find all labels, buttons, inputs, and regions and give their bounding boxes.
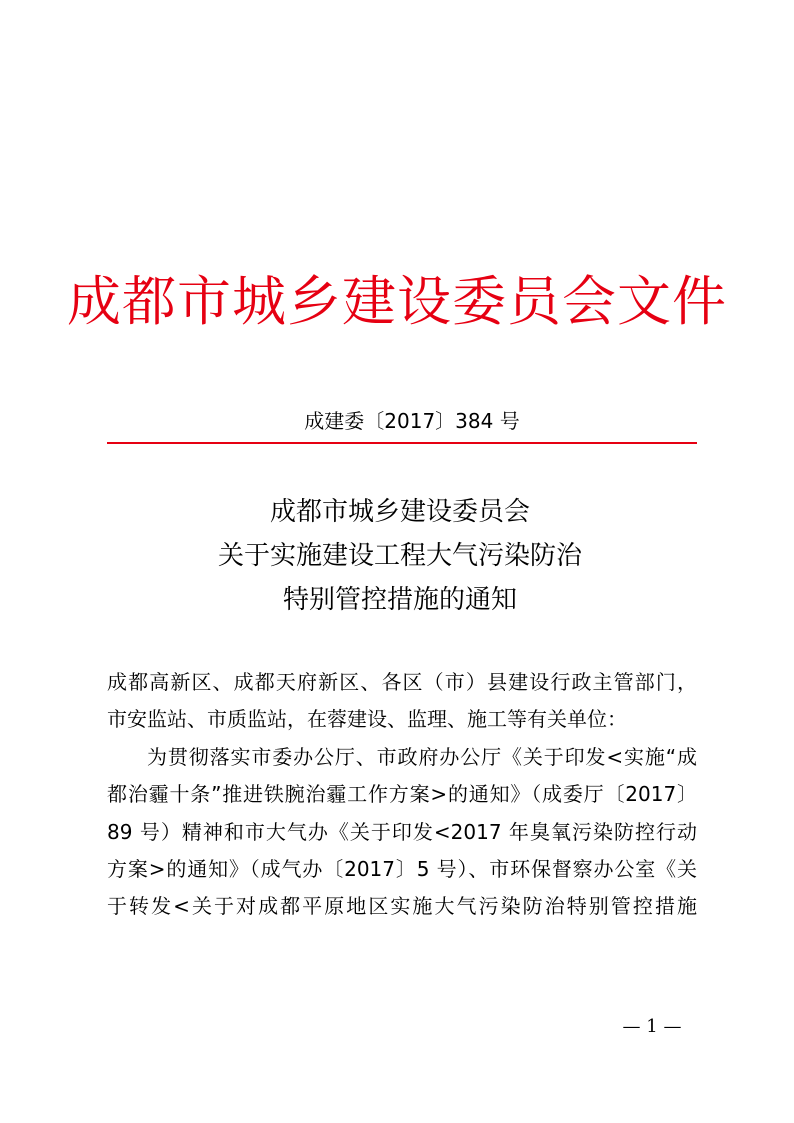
paragraph-line-2: 都治霾十条”推进铁腕治霾工作方案>的通知》（成委厅〔2017〕 bbox=[107, 782, 697, 807]
body-text bbox=[107, 664, 697, 926]
page-number: — 1 — bbox=[622, 1016, 682, 1037]
title-line-3: 特别管控措施的通知 bbox=[282, 585, 517, 615]
addressee-line-2: 市安监站、市质监站，在蓉建设、监理、施工等有关单位： bbox=[107, 707, 627, 732]
addressee-line-1: 成都高新区、成都天府新区、各区（市）县建设行政主管部门， bbox=[107, 670, 697, 694]
masthead-title: 成都市城乡建设委员会文件 bbox=[67, 270, 727, 333]
paragraph-line-3: 89 号）精神和市大气办《关于印发<2017 年臭氧污染防控行动 bbox=[107, 819, 697, 844]
title-line-2: 关于实施建设工程大气污染防治 bbox=[217, 541, 582, 571]
paragraph-line-4: 方案>的通知》（成气办〔2017〕5 号）、市环保督察办公室《关 bbox=[107, 857, 697, 882]
red-divider-line bbox=[107, 442, 697, 444]
paragraph-line-5: 于转发<关于对成都平原地区实施大气污染防治特别管控措施 bbox=[107, 894, 697, 919]
document-number: 成建委〔2017〕384 号 bbox=[304, 409, 520, 433]
paragraph-line-1: 为贯彻落实市委办公厅、市政府办公厅《关于印发<实施“成 bbox=[147, 744, 697, 769]
notice-title bbox=[0, 490, 794, 622]
title-line-1: 成都市城乡建设委员会 bbox=[269, 497, 530, 527]
